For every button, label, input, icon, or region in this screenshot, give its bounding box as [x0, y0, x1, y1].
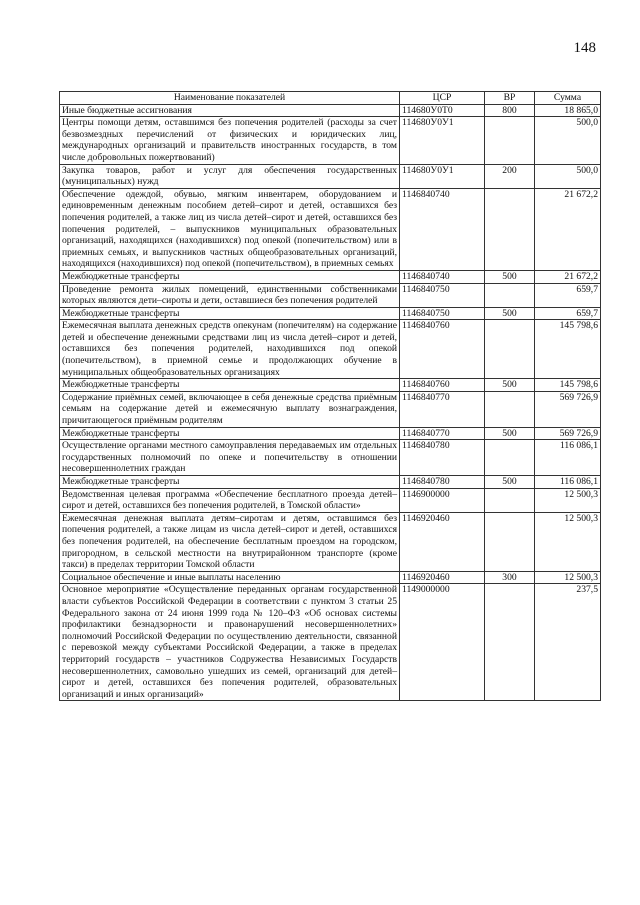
row-name: Проведение ремонта жилых помещений, единственными собственниками которых являются дети–сироты и дети, оставшиеся без попечения родителей — [60, 283, 400, 307]
row-csr: 1146840740 — [400, 188, 485, 270]
table-row — [60, 571, 601, 584]
row-csr: 1146840760 — [400, 379, 485, 392]
page-number: 148 — [573, 40, 596, 56]
row-sum: 500,0 — [535, 164, 601, 188]
row-name: Межбюджетные трансферты — [60, 427, 400, 440]
row-csr: 1146840740 — [400, 270, 485, 283]
table-row — [60, 584, 601, 701]
row-vr — [485, 512, 535, 571]
table-row — [60, 164, 601, 188]
table-row — [60, 512, 601, 571]
row-csr: 1146920460 — [400, 571, 485, 584]
row-vr — [485, 584, 535, 701]
row-csr: 1146840770 — [400, 391, 485, 427]
table-row — [60, 379, 601, 392]
row-sum: 116 086,1 — [535, 476, 601, 489]
row-vr: 500 — [485, 379, 535, 392]
row-csr: 1146900000 — [400, 488, 485, 512]
row-sum: 21 672,2 — [535, 270, 601, 283]
row-name: Ведомственная целевая программа «Обеспечение бесплатного проезда детей–сирот и детей, оставшихся без попечения родителей, в Томской области» — [60, 488, 400, 512]
header-csr: ЦСР — [400, 92, 485, 105]
row-sum: 21 672,2 — [535, 188, 601, 270]
row-sum: 237,5 — [535, 584, 601, 701]
table-row — [60, 427, 601, 440]
row-name: Содержание приёмных семей, включающее в себя денежные средства приёмным семьям на содержание детей и ежемесячную выплату вознаграждения, причитающегося приёмным родителям — [60, 391, 400, 427]
table-row — [60, 320, 601, 379]
table-row — [60, 476, 601, 489]
row-csr: 114680У0У1 — [400, 164, 485, 188]
row-vr — [485, 320, 535, 379]
row-sum: 569 726,9 — [535, 427, 601, 440]
row-vr: 200 — [485, 164, 535, 188]
header-vr: ВР — [485, 92, 535, 105]
table-row — [60, 391, 601, 427]
row-vr — [485, 391, 535, 427]
row-name: Межбюджетные трансферты — [60, 307, 400, 320]
row-sum: 12 500,3 — [535, 571, 601, 584]
row-sum: 18 865,0 — [535, 104, 601, 117]
row-name: Социальное обеспечение и иные выплаты населению — [60, 571, 400, 584]
table-row — [60, 104, 601, 117]
row-vr — [485, 488, 535, 512]
row-sum: 145 798,6 — [535, 379, 601, 392]
table-row — [60, 283, 601, 307]
row-name: Межбюджетные трансферты — [60, 476, 400, 489]
row-csr: 1149000000 — [400, 584, 485, 701]
row-name: Осуществление органами местного самоуправления передаваемых им отдельных государственных полномочий по опеке и попечительству в отношении несовершеннолетних граждан — [60, 440, 400, 476]
row-csr: 1146840750 — [400, 283, 485, 307]
table-header-row — [60, 92, 601, 105]
table-row — [60, 270, 601, 283]
row-sum: 500,0 — [535, 117, 601, 164]
row-vr: 500 — [485, 476, 535, 489]
row-sum: 569 726,9 — [535, 391, 601, 427]
row-sum: 659,7 — [535, 283, 601, 307]
table-row — [60, 307, 601, 320]
row-name: Основное мероприятие «Осуществление переданных органам государственной власти субъектов Российской Федерации в соответствии с пунктом 3 статьи 25 Федерального закона от 24 июня 1999 года № 120–ФЗ «Об основах системы профилактики безнадзорности и правонарушений несовершеннолетних» полномочий Российской Федерации по осуществлению деятельности, связанной с перевозкой между субъектами Российской Федерации, а также в пределах территорий государств – участников Содружества Независимых Государств несовершеннолетних, самовольно ушедших из семей, организаций для детей–сирот и детей, оставшихся без попечения родителей, образовательных организаций и иных организаций» — [60, 584, 400, 701]
row-sum: 116 086,1 — [535, 440, 601, 476]
row-csr: 1146840750 — [400, 307, 485, 320]
row-csr: 114680У0Т0 — [400, 104, 485, 117]
header-sum: Сумма — [535, 92, 601, 105]
row-vr: 500 — [485, 307, 535, 320]
row-sum: 145 798,6 — [535, 320, 601, 379]
table-row — [60, 440, 601, 476]
row-name: Межбюджетные трансферты — [60, 379, 400, 392]
row-vr — [485, 117, 535, 164]
header-name: Наименование показателей — [60, 92, 400, 105]
table-row — [60, 488, 601, 512]
row-vr: 500 — [485, 427, 535, 440]
row-name: Обеспечение одеждой, обувью, мягким инвентарем, оборудованием и единовременным денежным пособием детей–сирот и детей, оставшихся без попечения родителей, а также лиц из числа детей–сирот и детей, оставшихся без попечения родителей, – выпускников муниципальных образовательных организаций, находящихся (находившихся) под опекой (попечительством) или в приемных семьях, и выпускников частных общеобразовательных организаций, находящихся (находившихся) под опекой (попечительством), в приемных семьях — [60, 188, 400, 270]
table-row — [60, 117, 601, 164]
row-name: Иные бюджетные ассигнования — [60, 104, 400, 117]
row-csr: 114680У0У1 — [400, 117, 485, 164]
row-csr: 1146920460 — [400, 512, 485, 571]
row-vr — [485, 283, 535, 307]
row-name: Ежемесячная выплата денежных средств опекунам (попечителям) на содержание детей и обеспечение денежными средствами лиц из числа детей–сирот и детей, оставшихся без попечения родителей, находившихся под опекой (попечительством), в приемной семье и продолжающих обучение в муниципальных общеобразовательных организациях — [60, 320, 400, 379]
row-sum: 12 500,3 — [535, 488, 601, 512]
row-csr: 1146840760 — [400, 320, 485, 379]
row-name: Ежемесячная денежная выплата детям–сиротам и детям, оставшимся без попечения родителей, а также лицам из числа детей–сирот и детей, оставшихся без попечения родителей, на обеспечение бесплатным проездом на городском, пригородном, в сельской местности на внутрирайонном транспорте (кроме такси) в пределах территории Томской области — [60, 512, 400, 571]
row-vr: 300 — [485, 571, 535, 584]
row-vr — [485, 188, 535, 270]
row-csr: 1146840770 — [400, 427, 485, 440]
row-name: Закупка товаров, работ и услуг для обеспечения государственных (муниципальных) нужд — [60, 164, 400, 188]
row-vr: 500 — [485, 270, 535, 283]
row-name: Центры помощи детям, оставшимся без попечения родителей (расходы за счет безвозмездных перечислений от физических и юридических лиц, международных организаций и правительств иностранных государств, в том числе добровольных пожертвований) — [60, 117, 400, 164]
row-vr: 800 — [485, 104, 535, 117]
row-vr — [485, 440, 535, 476]
row-sum: 12 500,3 — [535, 512, 601, 571]
table-row — [60, 188, 601, 270]
row-name: Межбюджетные трансферты — [60, 270, 400, 283]
row-csr: 1146840780 — [400, 476, 485, 489]
row-csr: 1146840780 — [400, 440, 485, 476]
row-sum: 659,7 — [535, 307, 601, 320]
budget-table — [59, 91, 601, 701]
